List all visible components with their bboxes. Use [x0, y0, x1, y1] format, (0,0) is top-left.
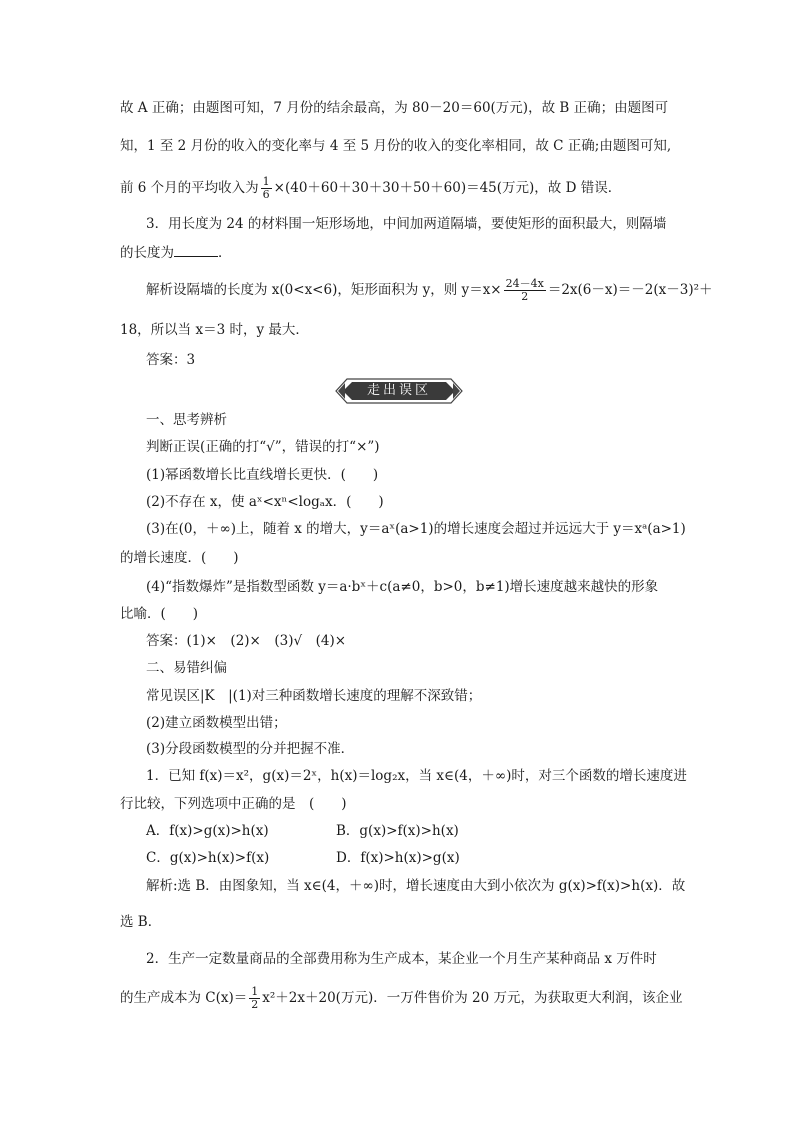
answer-blank: [174, 242, 218, 257]
fraction: [504, 278, 546, 303]
fraction-numerator: 24－4x: [505, 277, 544, 290]
solution-line: [146, 278, 713, 303]
judgment-item: 的增长速度．( ): [120, 550, 239, 566]
text-line: (2)建立函数模型出错；: [146, 715, 287, 731]
question-1-line: 1．已知 f(x)＝x²，g(x)＝2ˣ，h(x)＝log₂x，当 x∈(4，＋∞)时，对三个函数的增长速度进: [146, 768, 687, 784]
text-line: (3)分段函数模型的分并把握不准．: [146, 741, 355, 757]
judgment-item: (1)幂函数增长比直线增长更快．( ): [146, 467, 379, 483]
fraction-denominator: 6: [262, 188, 270, 201]
section-heading: 二、易错纠偏: [146, 660, 227, 676]
banner-label: 走出误区: [366, 383, 431, 398]
text-fragment: 前 6 个月的平均收入为: [120, 180, 259, 196]
question-3-line: 3．用长度为 24 的材料围一矩形场地，中间加两道隔墙，要使矩形的面积最大，则隔墙: [146, 216, 667, 232]
text-fragment: 解析设隔墙的长度为 x(0<x<6)，矩形面积为 y，则 y＝x×: [146, 282, 502, 298]
judgment-item: (2)不存在 x，使 aˣ<xⁿ<logₐx．( ): [146, 494, 384, 510]
solution-line: 解析:选 B．由图象知，当 x∈(4，＋∞)时，增长速度由大到小依次为 g(x)>f(x)>h(x)．故: [146, 878, 686, 894]
option-a: A．f(x)>g(x)>h(x): [146, 823, 269, 839]
option-b: B．g(x)>f(x)>h(x): [336, 823, 459, 839]
text-fragment: ＝2x(6－x)＝－2(x－3)²＋: [547, 282, 713, 298]
fraction: [261, 176, 272, 201]
judgment-item: (4)“指数爆炸”是指数型函数 y＝a·bˣ＋c(a≠0，b>0，b≠1)增长速度越来越快的形象: [146, 579, 659, 595]
text-line: 常见误区|K |(1)对三种函数增长速度的理解不深致错；: [146, 688, 482, 704]
option-c: C．g(x)>h(x)>f(x): [146, 850, 270, 866]
text-line: 故 A 正确；由题图可知，7 月份的结余最高，为 80－20＝60(万元)，故 B 正确；由题图可: [120, 100, 669, 116]
question-3-line: [120, 242, 232, 263]
text-fragment: x²＋2x＋20(万元)．一万件售价为 20 万元，为获取更大利润，该企业: [262, 990, 683, 1006]
text-fragment: ×(40＋60＋30＋30＋50＋60)＝45(万元)，故 D 错误．: [273, 180, 622, 196]
fraction-denominator: 2: [251, 998, 259, 1011]
fraction-numerator: 1: [262, 175, 270, 188]
judgment-item: (3)在(0，＋∞)上，随着 x 的增大，y＝aˣ(a>1)的增长速度会超过并远远大于 y＝xᵃ(a>1): [146, 521, 686, 537]
fraction: [249, 986, 260, 1011]
text-line: 判断正误(正确的打“√”，错误的打“×”): [146, 439, 380, 455]
answer-line: 答案：3: [146, 352, 196, 368]
text-fragment: ．: [218, 245, 232, 261]
fraction-numerator: 1: [251, 985, 259, 998]
solution-line: 18，所以当 x＝3 时，y 最大．: [120, 322, 309, 338]
question-2-line: [120, 986, 682, 1011]
judgment-item: 比喻．( ): [120, 606, 199, 622]
text-line: [120, 176, 621, 201]
text-line: 知，1 至 2 月份的收入的变化率与 4 至 5 月份的收入的变化率相同，故 C 正确;由题图可知,: [120, 138, 672, 154]
answer-line: 答案：(1)× (2)× (3)√ (4)×: [146, 633, 347, 649]
fraction-denominator: 2: [521, 290, 529, 303]
text-fragment: 的长度为: [120, 245, 174, 261]
section-banner: [335, 378, 463, 404]
solution-line: 选 B．: [120, 914, 162, 930]
text-fragment: 的生产成本为 C(x)＝: [120, 990, 248, 1006]
section-heading: 一、思考辨析: [146, 412, 227, 428]
question-1-line: 行比较，下列选项中正确的是 ( ): [120, 796, 347, 812]
option-d: D．f(x)>h(x)>g(x): [336, 850, 460, 866]
question-2-line: 2．生产一定数量商品的全部费用称为生产成本，某企业一个月生产某种商品 x 万件时: [146, 951, 657, 967]
